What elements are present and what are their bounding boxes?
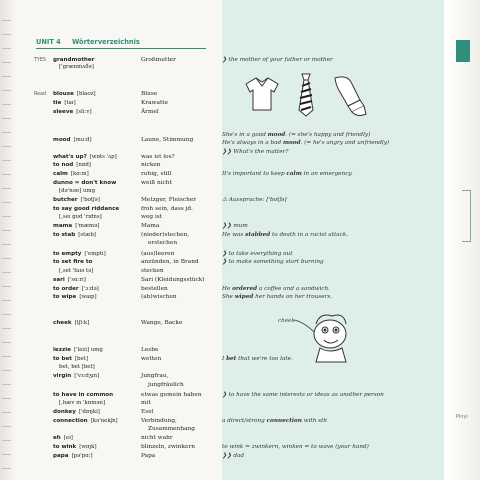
entry-german: Ärmel [141,109,159,115]
entry-german: Wange, Backe [141,320,183,326]
entry-german: erstechen [148,240,178,246]
pronunciation: [tʃi:k] [74,320,90,326]
entry-english [53,347,103,353]
page-edge-line [2,342,11,343]
entry-english [53,214,102,220]
example-sentence [222,294,332,300]
entry-german: Zusammenhang [148,426,195,432]
example-keyword: stabbed [245,232,271,238]
headword: to wink [53,444,77,450]
page-edge-line [2,188,11,189]
entry-german: blinzeln, zwinkern [141,444,195,450]
page-edge-line [2,258,11,259]
left-page-edge [0,0,15,480]
page-edge-line [2,118,11,119]
pronunciation: [‚set 'faɪə tə] [59,268,94,274]
page-edge-line [2,34,11,35]
example-sentence [222,392,384,398]
pronunciation: [bet] [74,356,88,362]
example-text: . (= he's angry and unfriendly) [300,140,390,146]
entry-german: mit [141,400,151,406]
example-sentence [222,149,288,155]
example-keyword: wiped [234,294,254,300]
entry-english [53,453,93,459]
pronunciation: [eɪ] [63,435,73,441]
page-edge-line [2,398,11,399]
pronunciation: [nɒd] [76,162,91,168]
example-sentence [222,140,389,146]
entry-german: Krawatte [141,100,169,106]
example-sentence [222,251,293,257]
headword: to nod [53,162,74,168]
pronunciation: bet, bet [bet] [59,364,95,370]
example-sentence [222,418,327,424]
entry-english [53,223,99,229]
section-label-read: Read [34,92,47,97]
example-text: He's always in a bad [222,140,283,146]
page-edge-line [2,314,11,315]
entry-german: anzünden, in Brand [141,259,199,265]
entry-english [53,188,95,194]
entry-english [53,435,73,441]
example-keyword: ordered [232,286,258,292]
pronunciation: ['bʊtʃə] [80,197,100,203]
example-sentence [222,171,353,177]
example-text: ❯❯ What's the matter? [222,149,289,155]
headword: calm [53,171,68,177]
entry-german: weg ist [141,214,163,220]
example-text: I [222,356,227,362]
headword: what's up? [53,154,87,160]
entry-german: stecken [141,268,164,274]
entry-german: weiß nicht [141,180,172,186]
entry-english [53,259,92,265]
face-icon [314,315,346,362]
example-text: He was [222,232,246,238]
sleeve-icon [335,77,366,116]
right-page-tab-marker [456,40,470,62]
example-sentence [222,356,293,362]
entry-english [53,57,94,63]
pronunciation: [də'nəʊ] umg [59,188,96,194]
page-edge-line [2,370,11,371]
example-text: . (= she's happy and friendly) [285,132,371,138]
entry-german: (nieder)stechen, [141,232,190,238]
example-text: to wink = zwinkern, winken = to wave (your hand) [222,444,369,450]
entry-german: Sari (Kleidungsstück) [141,277,205,283]
example-sentence [222,286,330,292]
entry-english [53,137,92,143]
entry-german: was ist los? [141,154,175,160]
example-sentence [222,223,248,229]
example-sentence [222,57,333,63]
page-edge-line [2,272,11,273]
headword: blouse [53,91,74,97]
tie-icon [299,74,313,116]
entry-english [53,320,89,326]
headword: to wipe [53,294,77,300]
headword: dunno = don't know [53,180,117,186]
pronunciation: [waɪp] [79,294,97,300]
example-sentence [222,444,369,450]
entry-english [53,268,93,274]
pronunciation: [blaʊz] [76,91,96,97]
page-edge-line [2,76,11,77]
example-text: She [222,294,235,300]
pronunciation: ['ɔ:də] [81,286,99,292]
entry-english [53,64,94,70]
page-edge-line [2,62,11,63]
entry-english [53,197,100,203]
section-title: Wörterverzeichnis [72,38,140,46]
entry-german: Großmutter [141,57,176,63]
example-sentence [222,259,324,265]
entry-german: Papa [141,453,156,459]
pronunciation: ['lezi] umg [73,347,103,353]
page-edge-line [2,160,11,161]
entry-english [53,109,92,115]
example-text: He [222,286,233,292]
entry-english [53,373,99,379]
page-edge-line [2,244,11,245]
page-edge-line [2,202,11,203]
headword: to set fire to [53,259,93,265]
entry-english [53,418,118,424]
example-sentence [222,453,244,459]
example-text: ❯ to take everything out [222,251,293,257]
page-edge-line [2,216,11,217]
headword: virgin [53,373,72,379]
entry-german: Esel [141,409,154,415]
page-edge-line [2,384,11,385]
headword: to say good riddance [53,206,120,212]
entry-english [53,409,100,415]
headword: donkey [53,409,76,415]
pronunciation: [‚hæv ɪn 'kɒmən] [59,400,106,406]
page-edge-line [2,174,11,175]
headword: to order [53,286,79,292]
section-label-tyes: TYES [34,58,46,63]
page-edge-line [2,48,11,49]
entry-german: Mama [141,223,160,229]
example-text: a direct/strong [222,418,267,424]
entry-german: etwas gemein haben [141,392,202,398]
pronunciation: [sli:v] [76,109,92,115]
headword: sleeve [53,109,74,115]
headword: sari [53,277,65,283]
pronunciation: ['sɑ:ri] [67,277,86,283]
clothing-illustration [240,70,380,120]
pronunciation: [wɪŋk] [79,444,97,450]
entry-english [53,392,113,398]
pronunciation: [pə'pɑ:] [71,453,93,459]
entry-german: Bluse [141,91,158,97]
example-text: to death in a racist attack. [270,232,349,238]
example-sentence [222,197,287,203]
page-edge-line [2,286,11,287]
headword: mama [53,223,73,229]
headword: cheek [53,320,72,326]
example-text: in an emergency. [301,171,353,177]
example-text: her hands on her trousers. [253,294,333,300]
headword: mood [53,137,71,143]
entry-german: Verbindung, [141,418,177,424]
entry-english [53,251,106,257]
pronunciation: [kɑ:m] [70,171,89,177]
entry-german: nicht wahr [141,435,173,441]
entry-english [53,180,116,186]
entry-german: Laune, Stimmung [141,137,194,143]
entry-english [53,100,76,106]
headword: grandmother [53,57,95,63]
example-text: ⚠ Aussprache: ['bʊtʃə] [222,197,287,203]
example-text: that we're too late. [236,356,293,362]
headword: papa [53,453,69,459]
example-keyword: mood [267,132,286,138]
page-edge-line [2,146,11,147]
example-text: ❯ to make something start burning [222,259,324,265]
headword: lezzie [53,347,71,353]
cheek-face-illustration [290,310,360,366]
example-sentence [222,232,348,238]
page-edge-line [2,132,11,133]
pronunciation: ['empti] [84,251,106,257]
headword: to have in common [53,392,114,398]
page-edge-line [2,328,11,329]
entry-english [53,232,96,238]
entry-german: ruhig, still [141,171,172,177]
pointer-line [294,320,314,332]
page-edge-line [2,300,11,301]
example-text: It's important to keep [222,171,287,177]
page-edge-line [2,90,11,91]
headword: butcher [53,197,78,203]
example-sentence [222,132,370,138]
pronunciation: [kə'nekʃn] [90,418,118,424]
headword: to bet [53,356,72,362]
entry-german: Metzger, Fleischer [141,197,197,203]
pronunciation: [wɒts 'ʌp] [89,154,117,160]
headword: eh [53,435,61,441]
page-edge-line [2,20,11,21]
entry-english [53,286,99,292]
entry-english [53,364,95,370]
page-edge-line [2,440,11,441]
pronunciation: [mu:d] [73,137,92,143]
entry-german: Lesbe [141,347,159,353]
example-keyword: mood [283,140,301,146]
headword: tie [53,100,62,106]
entry-english [53,400,105,406]
entry-german: wetten [141,356,162,362]
entry-english [53,294,97,300]
pronunciation: ['vɜ:dʒɪn] [74,373,100,379]
unit-number: UNIT 4 [36,38,61,46]
example-text: ❯❯ mum [222,223,248,229]
entry-german: nicken [141,162,161,168]
entry-german: froh sein, dass jd. [141,206,193,212]
entry-english [53,91,96,97]
example-text: a coffee and a sandwich. [257,286,330,292]
example-text: ❯❯ dad [222,453,245,459]
example-text: with sth [301,418,328,424]
example-keyword: connection [266,418,302,424]
page-edge-line [2,426,11,427]
entry-english [53,171,89,177]
page-edge-line [2,468,11,469]
entry-english [53,206,119,212]
pronunciation: [taɪ] [64,100,76,106]
pronunciation: [stæb] [78,232,96,238]
page-edge-line [2,230,11,231]
header-rule [36,48,206,49]
headword: connection [53,418,88,424]
page-edge-line [2,104,11,105]
pronunciation: ['dɒŋki] [78,409,100,415]
page-edge-line [2,356,11,357]
pronunciation: [‚seɪ gʊd 'rɪdns] [59,214,102,220]
entry-english [53,162,91,168]
example-text: She's in a good [222,132,268,138]
entry-english [53,277,86,283]
pronunciation: ['mæmə] [75,223,100,229]
cheek-pointer-label: cheek [278,318,295,324]
example-text: ❯ to have the same interests or ideas as another person [222,392,384,398]
headword: to stab [53,232,76,238]
right-page-footer: Pinyi [456,414,468,420]
example-keyword: bet [226,356,237,362]
entry-german: (aus)leeren [141,251,175,257]
entry-german: bestellen [141,286,168,292]
entry-german: (ab)wischen [141,294,177,300]
example-text: ❯ the mother of your father or mother [222,57,333,63]
blouse-icon [246,78,278,110]
example-keyword: calm [286,171,302,177]
pronunciation: ['grænmʌðə] [59,64,94,70]
entry-german: Jungfrau, [141,373,169,379]
page-edge-line [2,412,11,413]
entry-english [53,444,97,450]
headword: to empty [53,251,82,257]
entry-german: jungfräulich [148,382,184,388]
entry-english [53,356,88,362]
page-edge-line [2,454,11,455]
right-page-box-edge [462,190,471,242]
entry-english [53,154,117,160]
